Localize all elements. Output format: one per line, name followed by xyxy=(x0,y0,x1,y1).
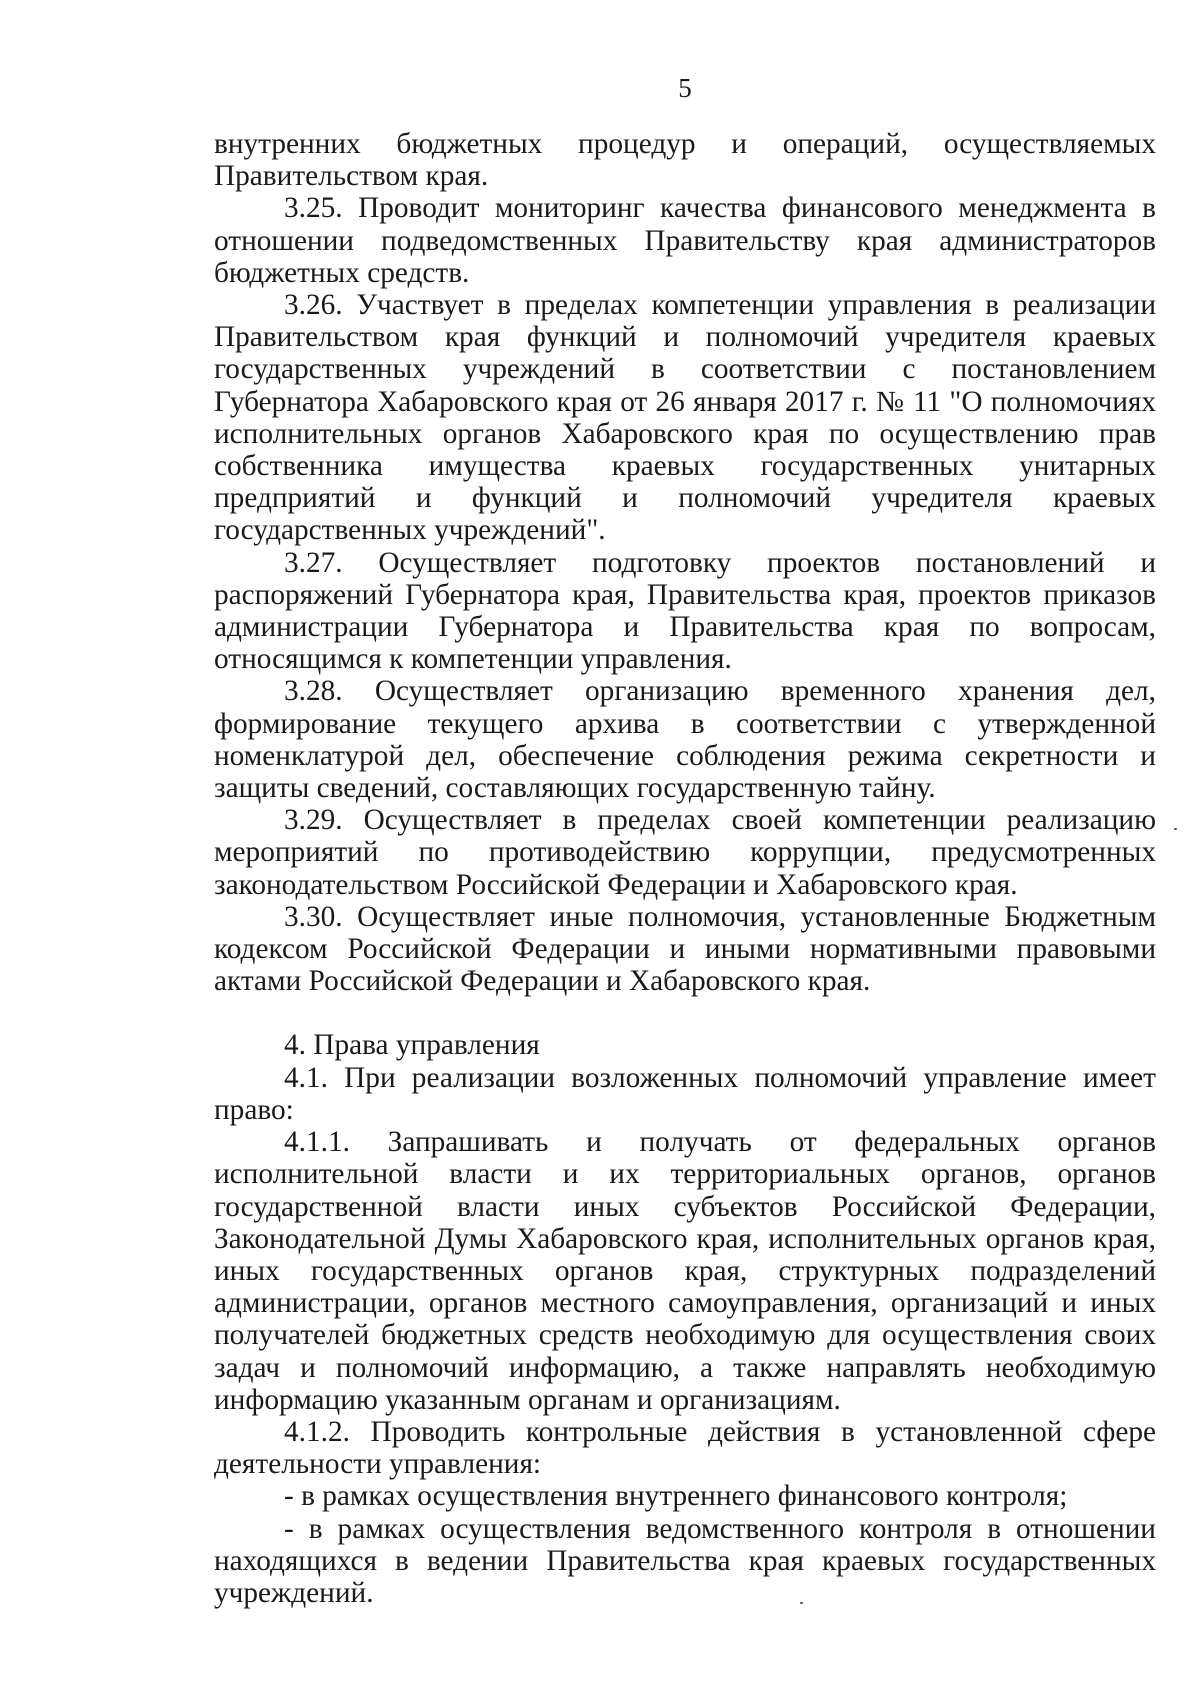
paragraph-4-1: 4.1. При реализации возложенных полномочий управление имеет право: xyxy=(214,1061,1156,1126)
paragraph-3-28: 3.28. Осуществляет организацию временного хранения дел, формирование текущего архива в соответствии с утвержденной номенклатурой дел, обеспечение соблюдения режима секретности и защиты сведений, составляющих государственную тайну. xyxy=(214,675,1156,805)
paragraph-3-30: 3.30. Осуществляет иные полномочия, установленные Бюджетным кодексом Российской Федерации и иными нормативными правовыми актами Российской Федерации и Хабаровского края. xyxy=(214,900,1156,998)
paragraph-4-1-1: 4.1.1. Запрашивать и получать от федеральных органов исполнительной власти и их территориальных органов, органов государственной власти иных субъектов Российской Федерации, Законодательной Думы Хабаровского края, исполнительных органов края, иных государственных органов края, структурных подразделений администрации, органов местного самоуправления, организаций и иных получателей бюджетных средств необходимую для осуществления своих задач и полномочий информацию, а также направлять необходимую информацию указанным органам и организациям. xyxy=(214,1126,1156,1416)
list-item-departmental-control: - в рамках осуществления ведомственного контроля в отношении находящихся в ведении Правительства края краевых государственных учреждений. xyxy=(214,1512,1156,1609)
page-number: 5 xyxy=(678,73,692,103)
scan-speck xyxy=(800,1602,803,1604)
paragraph-3-26: 3.26. Участвует в пределах компетенции управления в реализации Правительством края функций и полномочий учредителя краевых государственных учреждений в соответствии с постановлением Губернатора Хабаровского края от 26 января 2017 г. № 11 "О полномочиях исполнительных органов Хабаровского края по осуществлению прав собственника имущества краевых государственных унитарных предприятий и функций и полномочий учредителя краевых государственных учреждений". xyxy=(214,289,1156,547)
paragraph-3-27: 3.27. Осуществляет подготовку проектов постановлений и распоряжений Губернатора края, Правительства края, проектов приказов администрации Губернатора и Правительства края по вопросам, относящимся к компетенции управления. xyxy=(214,546,1156,676)
document-page xyxy=(214,0,1156,1698)
paragraph-3-29: 3.29. Осуществляет в пределах своей компетенции реализацию мероприятий по противодействию коррупции, предусмотренных законодательством Российской Федерации и Хабаровского края. xyxy=(214,804,1156,901)
section-heading-4: 4. Права управления xyxy=(284,1029,540,1062)
scan-speck xyxy=(1174,828,1177,830)
paragraph-4-1-2: 4.1.2. Проводить контрольные действия в установленной сфере деятельности управления: xyxy=(214,1415,1156,1481)
paragraph-3-25: 3.25. Проводит мониторинг качества финансового менеджмента в отношении подведомственных Правительству края администраторов бюджетных средств. xyxy=(214,192,1156,289)
list-item-financial-control: - в рамках осуществления внутреннего финансового контроля; xyxy=(284,1480,1068,1513)
document-body xyxy=(214,128,1156,1609)
paragraph-continuation: внутренних бюджетных процедур и операций, осуществляемых Правительством края. xyxy=(214,128,1156,193)
